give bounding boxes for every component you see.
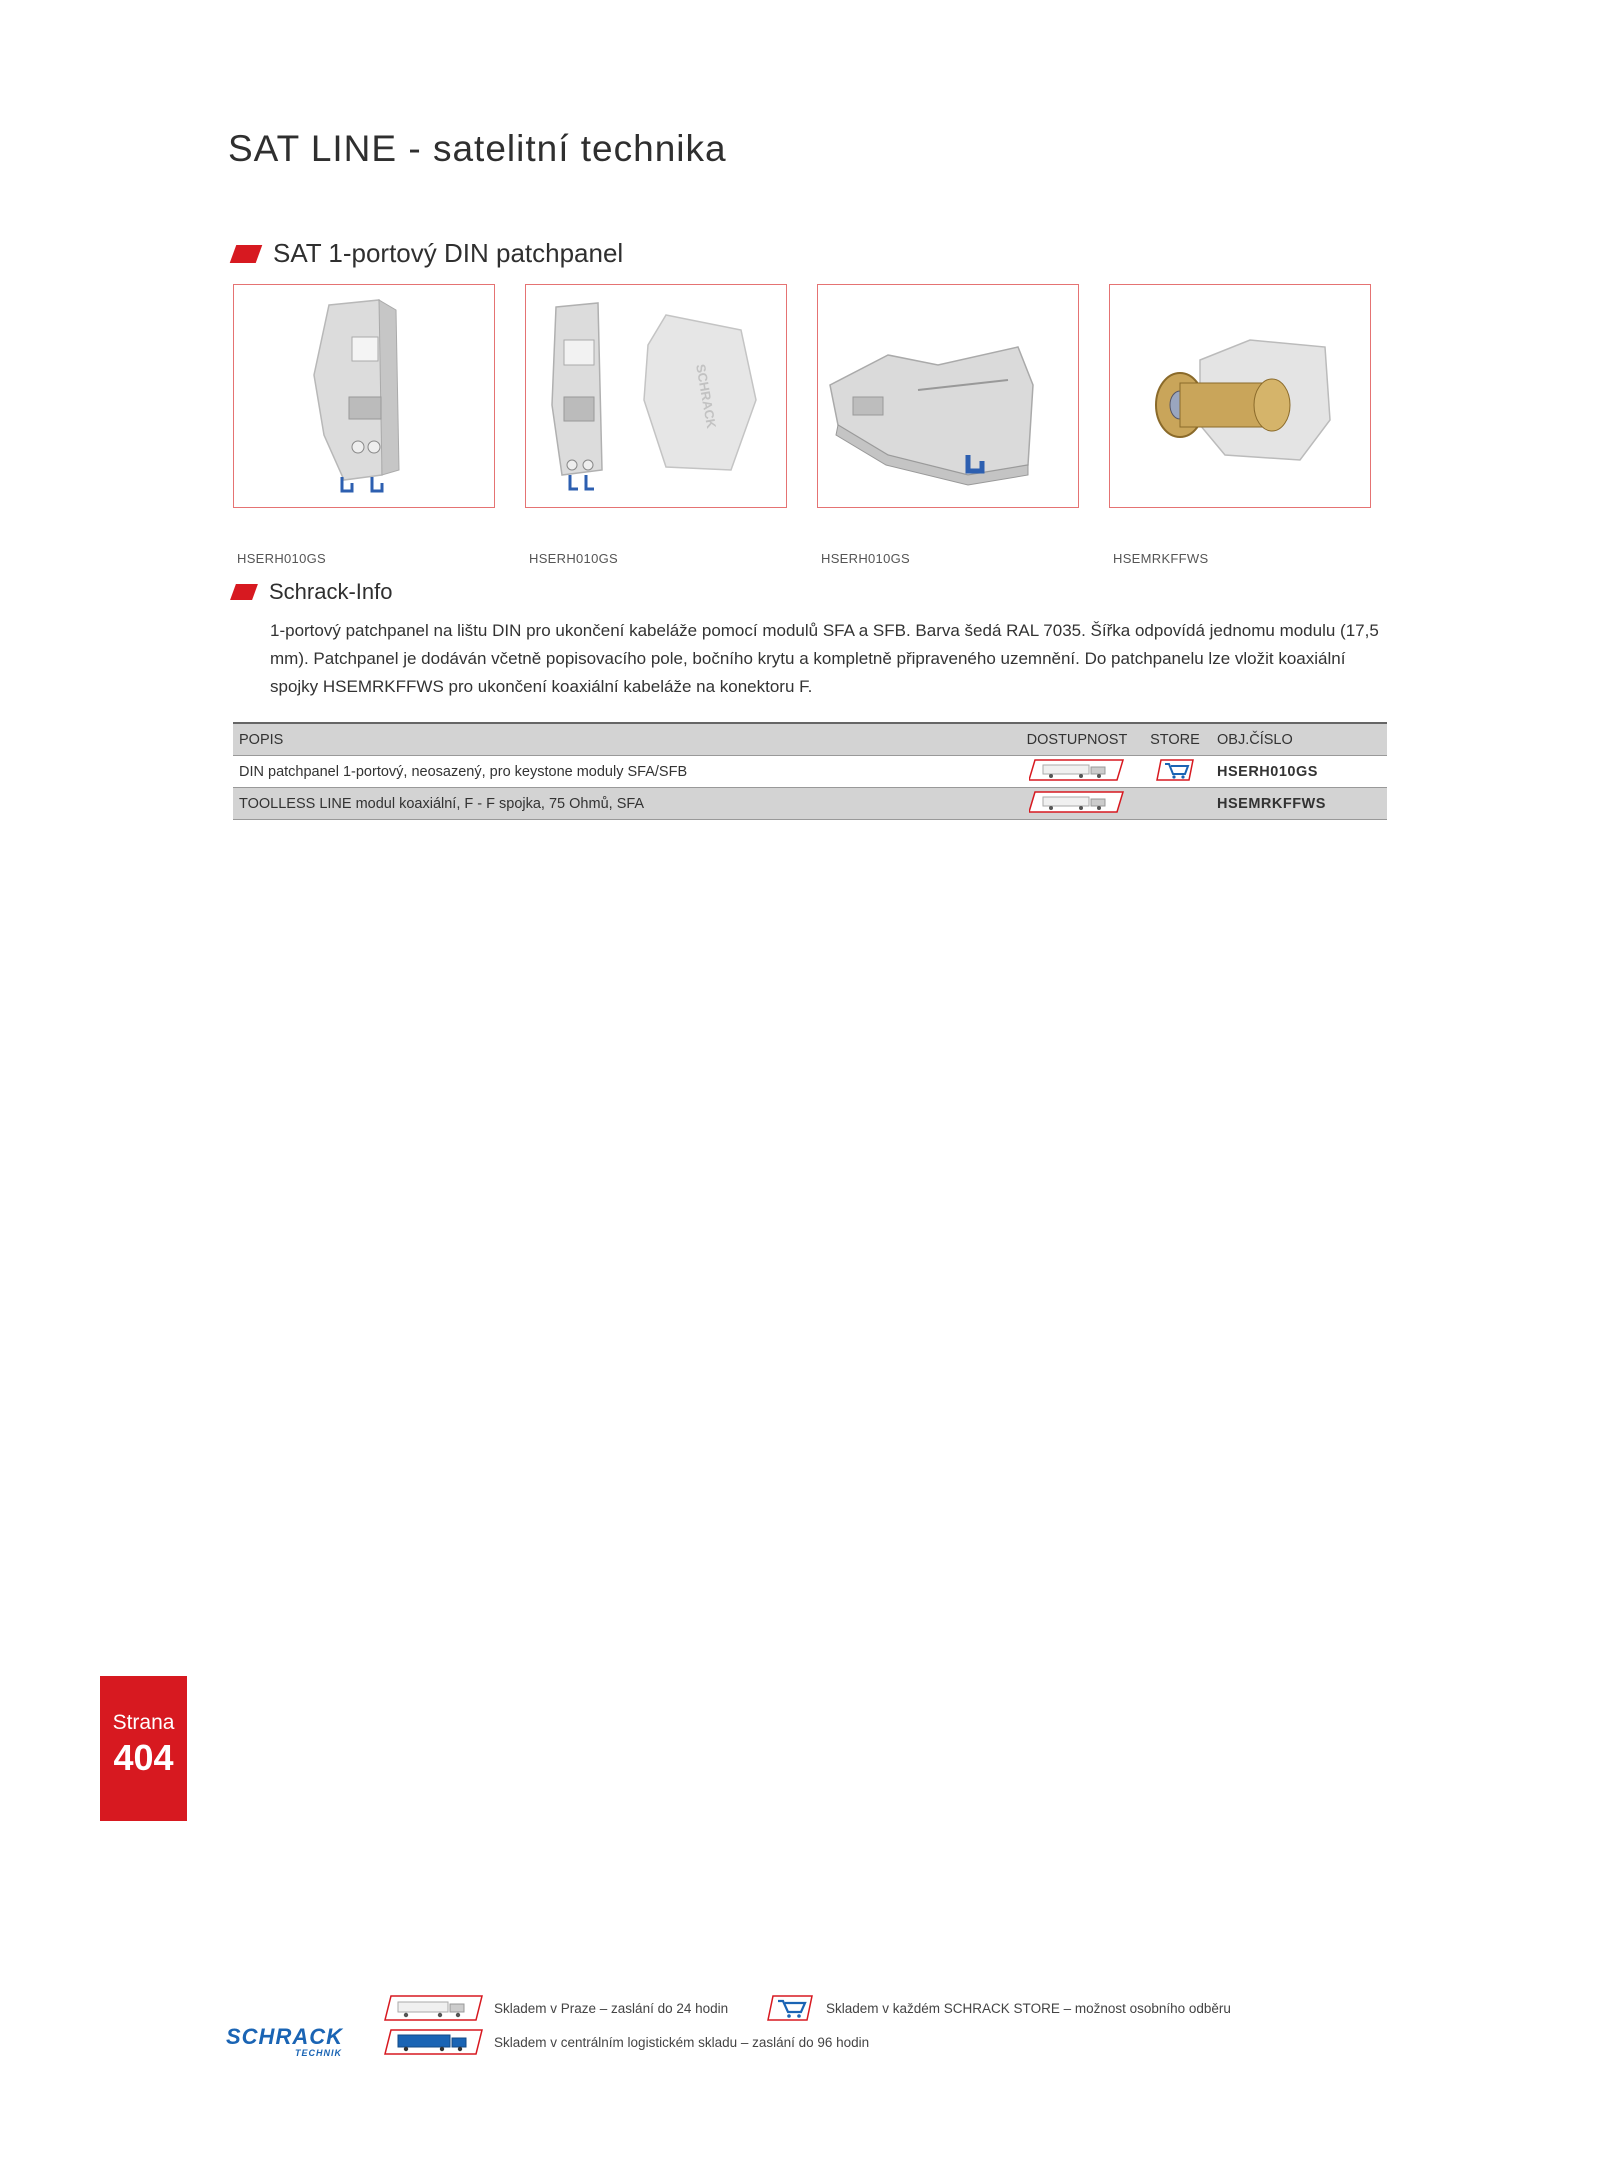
info-heading [233, 579, 393, 605]
info-text: 1-portový patchpanel na lištu DIN pro ukončení kabeláže pomocí modulů SFA a SFB. Barva šedá RAL 7035. Šířka odpovídá jednomu modulu (17,5 mm). Patchpanel je dodáván včetně popisovacího pole, bočního krytu a kompletně připraveného uzemnění. Do patchpanelu lze vložit koaxiální spojky HSEMRKFFWS pro ukončení koaxiální kabeláže na konektoru F. [270, 621, 1379, 696]
truck-red-icon [1029, 758, 1125, 782]
table-row [233, 788, 1387, 820]
col-popis: POPIS [233, 723, 1015, 756]
legend-central: Skladem v centrálním logistickém skladu – zaslání do 96 hodin [494, 2035, 870, 2050]
schrack-logo [226, 2026, 356, 2060]
red-bullet-icon [230, 245, 263, 263]
svg-text:SCHRACK: SCHRACK [693, 362, 720, 430]
col-obj: OBJ.ČÍSLO [1211, 723, 1387, 756]
image-caption-4: HSEMRKFFWS [1113, 551, 1209, 566]
row-code[interactable]: HSERH010GS [1211, 756, 1387, 788]
col-dostupnost: DOSTUPNOST [1015, 723, 1139, 756]
row-store [1139, 788, 1211, 820]
cart-icon [766, 1994, 814, 2022]
section-title: SAT 1-portový DIN patchpanel [273, 238, 624, 268]
image-caption-2: HSERH010GS [529, 551, 618, 566]
legend-store: Skladem v každém SCHRACK STORE – možnost osobního odběru [826, 2001, 1231, 2016]
row-availability [1015, 756, 1139, 788]
row-code[interactable]: HSEMRKFFWS [1211, 788, 1387, 820]
row-availability [1015, 788, 1139, 820]
page-number-tab [100, 1676, 187, 1821]
logo-name: SCHRACK [226, 2024, 343, 2049]
image-caption-3: HSERH010GS [821, 551, 910, 566]
truck-blue-icon [384, 2028, 484, 2056]
section-heading [233, 238, 623, 269]
col-store: STORE [1139, 723, 1211, 756]
table-row [233, 756, 1387, 788]
patchpanel-front-icon [234, 285, 494, 507]
product-image-4[interactable] [1109, 284, 1371, 508]
table-header-row [233, 723, 1387, 756]
product-image-3[interactable] [817, 284, 1079, 508]
truck-red-icon [384, 1994, 484, 2022]
product-table [233, 722, 1387, 820]
page-number: 404 [113, 1737, 174, 1778]
page-title: SAT LINE - satelitní technika [228, 128, 727, 169]
page-number-label: Strana [112, 1711, 175, 1734]
coax-keystone-icon [1110, 285, 1370, 507]
legend-prague: Skladem v Praze – zaslání do 24 hodin [494, 2001, 729, 2016]
row-description: DIN patchpanel 1-portový, neosazený, pro keystone moduly SFA/SFB [233, 756, 1015, 788]
logo-sub: TECHNIK [295, 2048, 342, 2058]
row-store [1139, 756, 1211, 788]
info-title: Schrack-Info [269, 579, 393, 604]
patchpanel-side-icon [818, 285, 1078, 507]
truck-red-icon [1029, 790, 1125, 814]
row-description: TOOLLESS LINE modul koaxiální, F - F spojka, 75 Ohmů, SFA [233, 788, 1015, 820]
red-bullet-icon [230, 584, 258, 600]
product-image-1[interactable] [233, 284, 495, 508]
image-caption-1: HSERH010GS [237, 551, 326, 566]
patchpanel-with-cover-icon [526, 285, 786, 507]
cart-icon [1155, 758, 1195, 782]
product-image-2[interactable] [525, 284, 787, 508]
